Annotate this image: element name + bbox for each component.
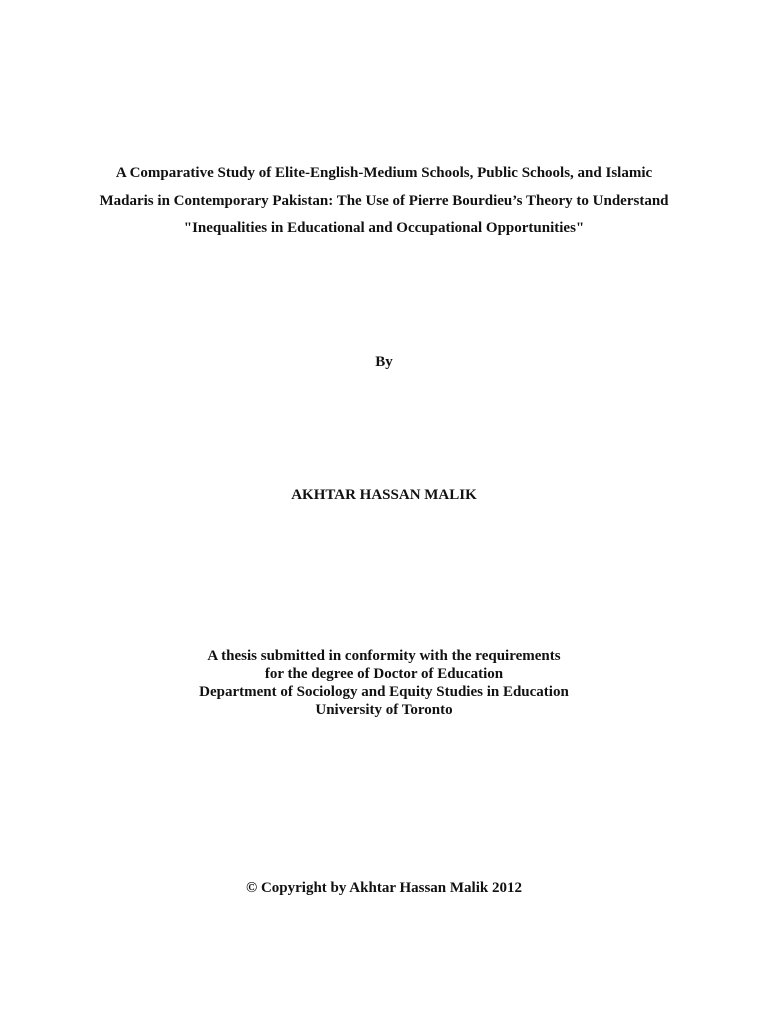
submission-statement-line: University of Toronto	[315, 702, 453, 718]
thesis-title-line: A Comparative Study of Elite-English-Medium Schools, Public Schools, and Islamic	[115, 165, 653, 181]
submission-statement-line: A thesis submitted in conformity with the requirements	[207, 648, 561, 664]
submission-statement-line: for the degree of Doctor of Education	[264, 666, 504, 682]
author-name: AKHTAR HASSAN MALIK	[291, 487, 477, 503]
copyright-notice: © Copyright by Akhtar Hassan Malik 2012	[246, 880, 522, 896]
by-label: By	[375, 354, 393, 370]
thesis-title-line: "Inequalities in Educational and Occupational Opportunities"	[183, 220, 585, 236]
submission-statement-line: Department of Sociology and Equity Studies in Education	[199, 684, 569, 700]
thesis-title-line: Madaris in Contemporary Pakistan: The Use of Pierre Bourdieu’s Theory to Understand	[99, 193, 669, 209]
